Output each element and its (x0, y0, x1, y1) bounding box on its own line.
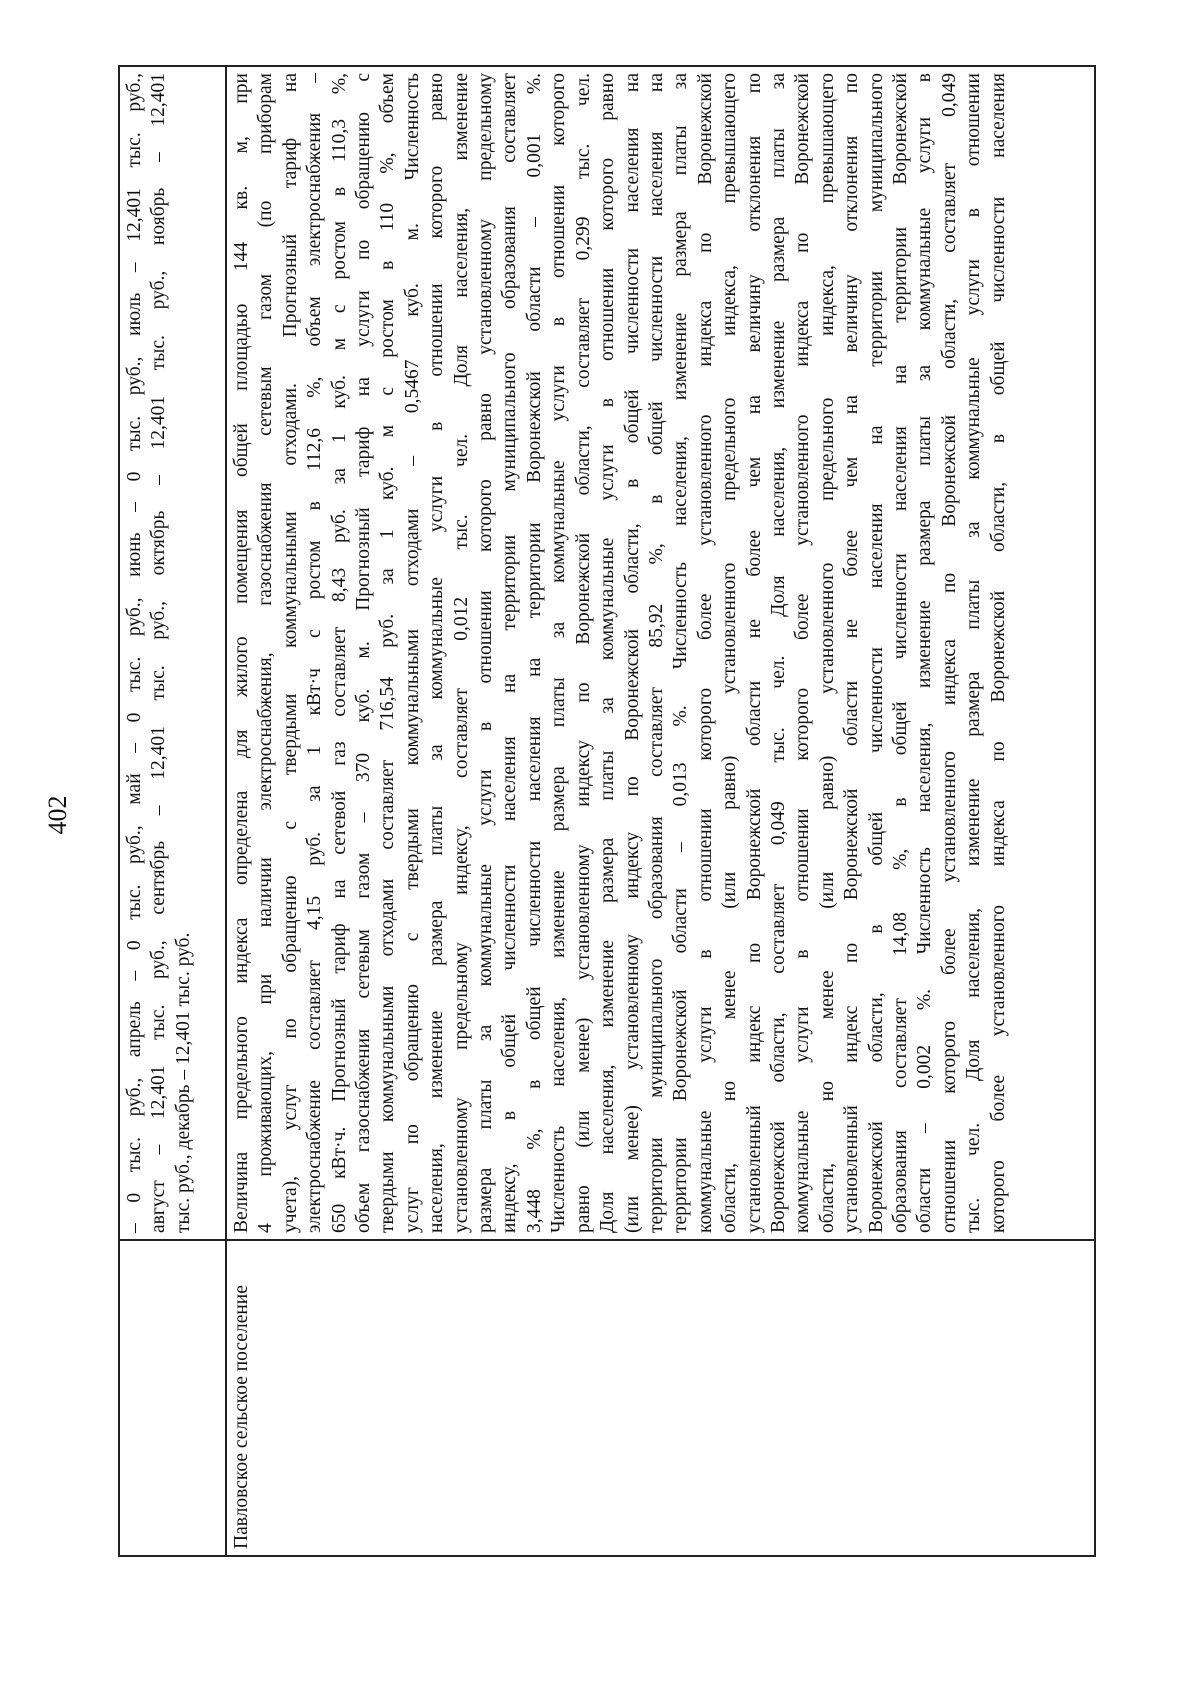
text-line: размера платы за коммунальные услуги в отношении которого равно установленному предельному (475, 73, 497, 1233)
text-line: (или менее) установленному индексу по Воронежской области, в общей численности населения на (621, 73, 643, 1233)
text-line: 650 кВт·ч. Прогнозный тариф на сетевой газ составляет 8,43 руб. за 1 куб. м с ростом в 110,3 %, (328, 73, 350, 1233)
text-line: объем газоснабжения сетевым газом – 370 куб. м. Прогнозный тариф на услуги по обращению с (353, 73, 375, 1233)
text-line: равно (или менее) установленному индексу по Воронежской области, составляет 0,299 тыс. чел. (572, 73, 594, 1233)
text-line: отношении которого более установленного индекса по Воронежской области, составляет 0,049 (938, 73, 960, 1233)
text-line: территории Воронежской области – 0,013 %. Численность населения, изменение размера платы за (670, 73, 692, 1233)
text-line: Численность населения, изменение размера платы за коммунальные услуги в отношении которого (548, 73, 570, 1233)
text-line: области, но менее (или равно) установленного предельного индекса, превышающего (816, 73, 838, 1233)
description-cell (226, 66, 1095, 1240)
text-line: Величина предельного индекса определена для жилого помещения общей площадью 144 кв. м, при (231, 73, 252, 1233)
settlement-name-cell (119, 1240, 226, 1556)
page-number: 402 (43, 795, 72, 835)
text-line: Воронежской области, в общей численности населения на территории муниципального (865, 73, 887, 1233)
text-line: 4 проживающих, при наличии электроснабжения, газоснабжения сетевым газом (по приборам (255, 73, 277, 1233)
text-line: тыс. руб., декабрь – 12,401 тыс. руб. (172, 932, 194, 1233)
description-cell (119, 66, 226, 1240)
text-line: учета), услуг по обращению с твердыми коммунальными отходами. Прогнозный тариф на (279, 73, 301, 1233)
text-line: области – 0,002 %. Численность населения, изменение размера платы за коммунальные услуги в (914, 73, 936, 1233)
settlement-name-cell: Павловское сельское поселение (226, 1240, 1095, 1556)
text-line: установленный индекс по Воронежской области не более чем на величину отклонения по (841, 73, 863, 1233)
text-line: Воронежской области, составляет 0,049 тыс. чел. Доля населения, изменение размера платы за (767, 73, 789, 1233)
text-line: установленному предельному индексу, составляет 0,012 тыс. чел. Доля населения, изменение (450, 73, 472, 1233)
text-line: индексу, в общей численности населения на территории муниципального образования составляет (499, 73, 521, 1233)
text-line: коммунальные услуги в отношении которого более установленного индекса по Воронежской (792, 73, 814, 1233)
text-line: август – 12,401 тыс. руб., сентябрь – 12,401 тыс. руб., октябрь – 12,401 тыс. руб., ноябрь – 12,401 (148, 73, 170, 1233)
text-line: услуг по обращению с твердыми коммунальными отходами – 0,5467 куб. м. Численность (401, 73, 423, 1233)
text-line: которого более установленного индекса по Воронежской области, в общей численности населения (987, 73, 1009, 1233)
text-line: области, но менее (или равно) установленного предельного индекса, превышающего (719, 73, 741, 1233)
text-line: Доля населения, изменение размера платы за коммунальные услуги в отношении которого равно (597, 73, 619, 1233)
text-line: электроснабжение составляет 4,15 руб. за 1 кВт·ч с ростом в 112,6 %, объем электроснабжения – (304, 73, 326, 1233)
rotated-table-container (118, 73, 1096, 1557)
text-line: тыс. чел. Доля населения, изменение размера платы за коммунальные услуги в отношении (963, 73, 985, 1233)
text-line: 3,448 %, в общей численности населения на территории Воронежской области – 0,001 %. (523, 73, 545, 1233)
text-line: территории муниципального образования составляет 85,92 %, в общей численности населения на (645, 73, 667, 1233)
text-line: образования составляет 14,08 %, в общей численности населения на территории Воронежской (889, 73, 911, 1233)
text-line: – 0 тыс. руб., апрель – 0 тыс. руб., май – 0 тыс. руб., июнь – 0 тыс. руб., июль – 12,401 тыс. руб., (124, 73, 145, 1233)
text-line: коммунальные услуги в отношении которого более установленного индекса по Воронежской (694, 73, 716, 1233)
text-line: установленный индекс по Воронежской области не более чем на величину отклонения по (743, 73, 765, 1233)
table-row (119, 66, 226, 1556)
data-table (118, 65, 1096, 1557)
text-line: населения, изменение размера платы за коммунальные услуги в отношении которого равно (426, 73, 448, 1233)
table-row (226, 66, 1095, 1556)
text-line: твердыми коммунальными отходами составляет 716,54 руб. за 1 куб. м с ростом в 110 %, объем (377, 73, 399, 1233)
